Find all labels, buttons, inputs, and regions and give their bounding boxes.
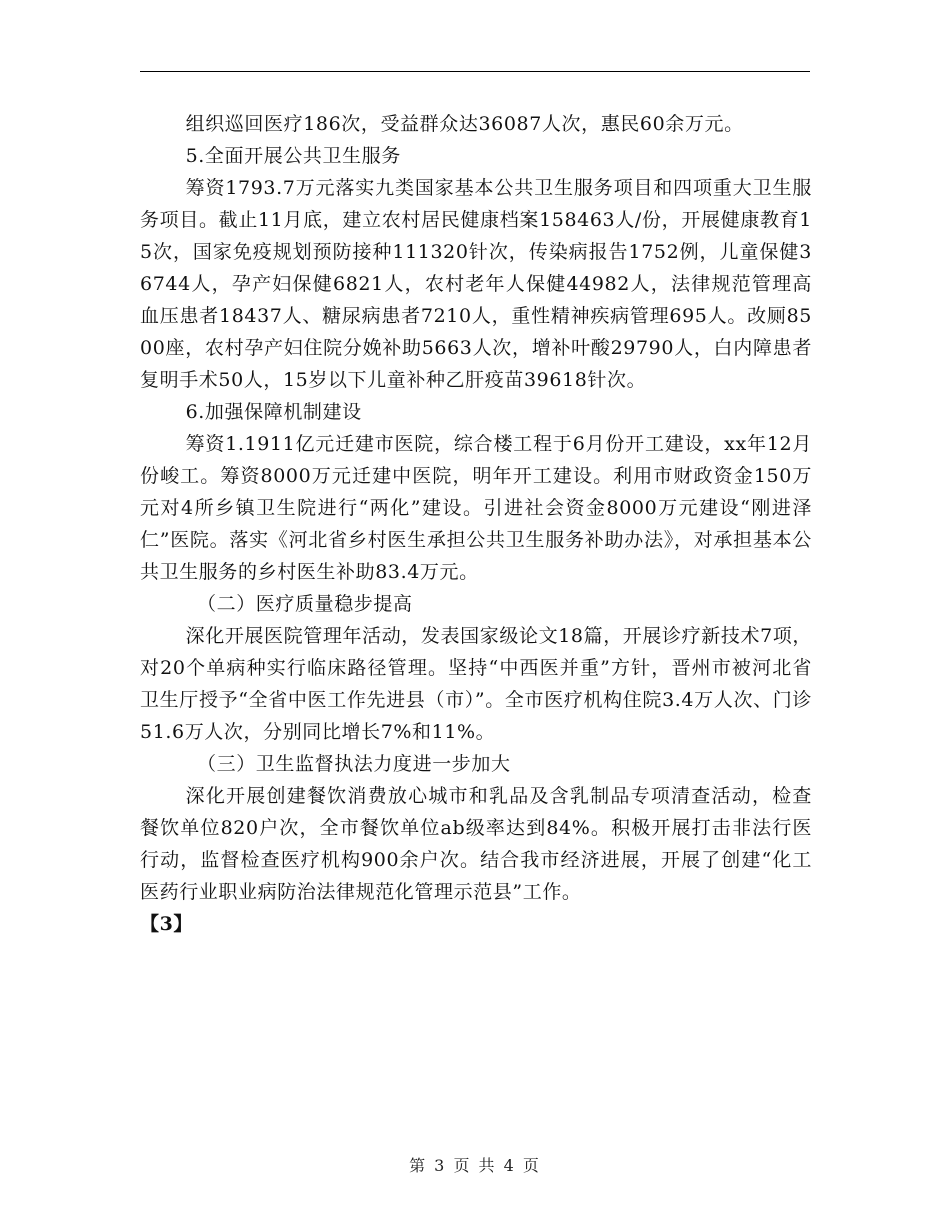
document-body	[140, 108, 812, 940]
heading-guarantee-mechanism: 6.加强保障机制建设	[185, 401, 362, 423]
paragraph-medical-tours: 组织巡回医疗186次，受益群众达36087人次，惠民60余万元。	[185, 113, 744, 135]
paragraph-medical-quality: 深化开展医院管理年活动，发表国家级论文18篇，开展诊疗新技术7项，对20个单病种实行临床路径管理。坚持“中西医并重”方针，晋州市被河北省卫生厅授予“全省中医工作先进县（市）”。全市医疗机构住院3.4万人次、门诊51.6万人次，分别同比增长7%和11%。	[140, 625, 812, 743]
header-rule	[140, 71, 810, 72]
paragraph-guarantee-mechanism: 筹资1.1911亿元迁建市医院，综合楼工程于6月份开工建设，xx年12月份峻工。筹资8000万元迁建中医院，明年开工建设。利用市财政资金150万元对4所乡镇卫生院进行“两化”建设。引进社会资金8000万元建设“刚进泽仁”医院。落实《河北省乡村医生承担公共卫生服务补助办法》，对承担基本公共卫生服务的乡村医生补助83.4万元。	[140, 433, 812, 583]
section-heading-medical-quality: （二）医疗质量稳步提高	[197, 593, 413, 615]
page-number-footer: 第 3 页 共 4 页	[409, 1156, 541, 1175]
paragraph-health-supervision: 深化开展创建餐饮消费放心城市和乳品及含乳制品专项清查活动，检查餐饮单位820户次，全市餐饮单位ab级率达到84%。积极开展打击非法行医行动，监督检查医疗机构900余户次。结合我市经济进展，开展了创建“化工医药行业职业病防治法律规范化管理示范县”工作。	[140, 785, 812, 903]
section-marker: 【3】	[140, 913, 194, 935]
section-heading-health-supervision: （三）卫生监督执法力度进一步加大	[197, 753, 511, 775]
paragraph-public-health: 筹资1793.7万元落实九类国家基本公共卫生服务项目和四项重大卫生服务项目。截止11月底，建立农村居民健康档案158463人/份，开展健康教育15次，国家免疫规划预防接种111320针次，传染病报告1752例，儿童保健36744人，孕产妇保健6821人，农村老年人保健44982人，法律规范管理高血压患者18437人、糖尿病患者7210人，重性精神疾病管理695人。改厕8500座，农村孕产妇住院分娩补助5663人次，增补叶酸29790人，白内障患者复明手术50人，15岁以下儿童补种乙肝疫苗39618针次。	[140, 177, 812, 391]
heading-public-health: 5.全面开展公共卫生服务	[185, 145, 401, 167]
